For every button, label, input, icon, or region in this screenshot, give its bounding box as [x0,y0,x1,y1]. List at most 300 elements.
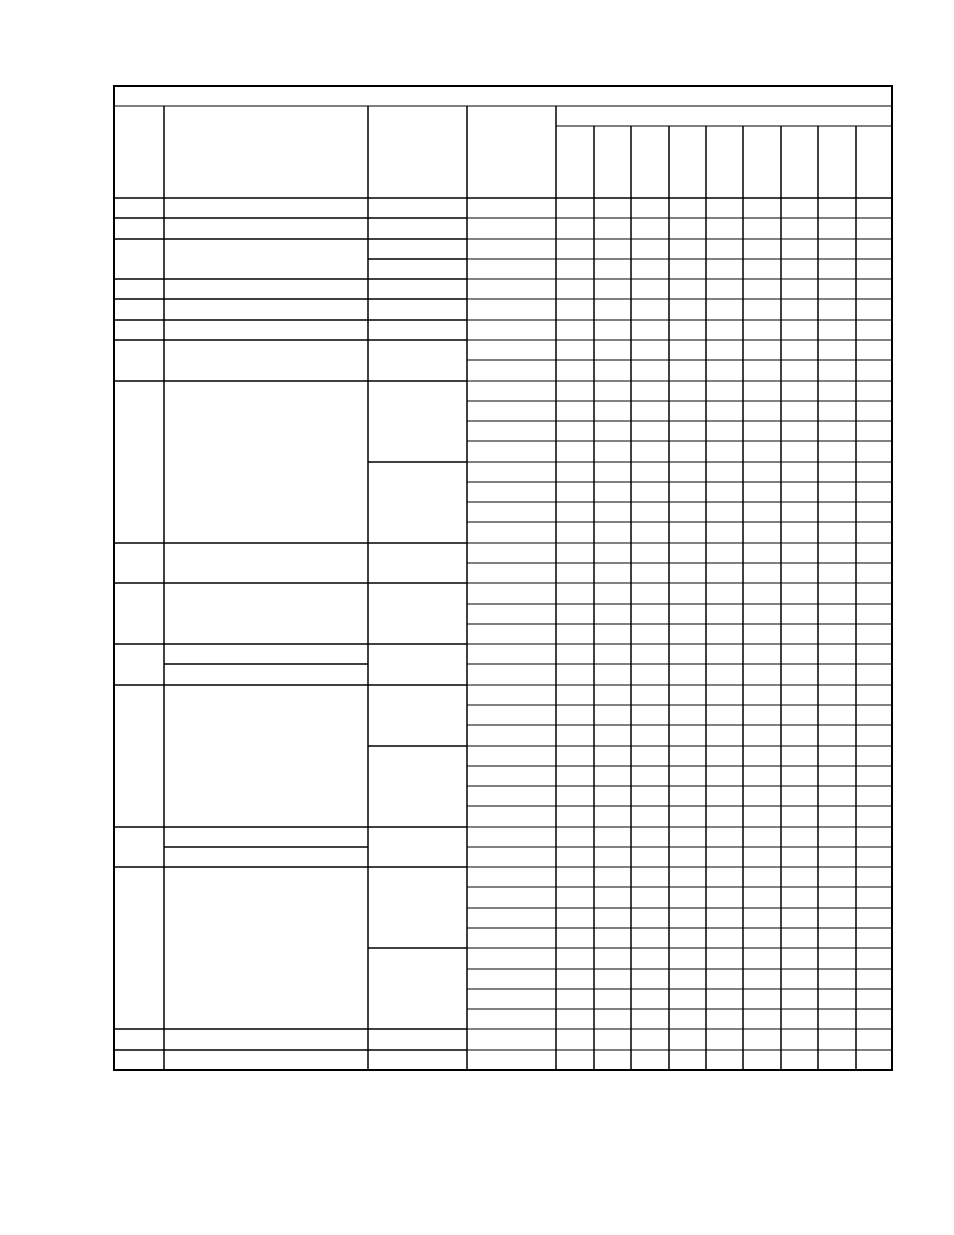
row-value [594,522,631,543]
row-value [669,766,706,786]
row-value [856,664,892,685]
row-no [114,340,164,381]
row-group [368,320,467,340]
row-value [669,847,706,867]
row-value [743,705,781,725]
row-item [164,340,368,381]
row-value [743,360,781,381]
row-value [669,563,706,583]
row-value [594,1050,631,1070]
row-value [706,867,743,887]
row-value [631,928,669,948]
row-value [818,482,856,502]
row-value [669,969,706,989]
row-sub-item [467,887,556,908]
row-value [594,401,631,421]
row-sub-item [467,198,556,218]
row-sub-item [467,989,556,1009]
row-value [818,1029,856,1050]
row-value [594,887,631,908]
row-value [781,421,818,441]
row-sub-item [467,969,556,989]
row-value [743,502,781,522]
row-value [669,320,706,340]
row-value [631,867,669,887]
row-value [594,827,631,847]
row-value [706,766,743,786]
row-value [631,482,669,502]
row-value [594,725,631,746]
row-value [669,989,706,1009]
row-value [818,198,856,218]
row-value [631,1009,669,1029]
row-value [781,806,818,827]
row-value [743,441,781,462]
row-value [743,685,781,705]
header-column [556,126,594,198]
row-value [556,522,594,543]
row-value [594,441,631,462]
row-sub-item [467,583,556,604]
row-value [743,218,781,239]
row-sub-item [467,928,556,948]
row-value [669,725,706,746]
row-value [631,259,669,279]
row-value [669,401,706,421]
row-value [743,644,781,664]
row-sub-item [467,543,556,563]
row-value [781,441,818,462]
row-value [706,502,743,522]
row-value [556,421,594,441]
row-value [631,908,669,928]
row-value [818,644,856,664]
row-value [856,746,892,766]
row-value [818,806,856,827]
row-value [669,928,706,948]
row-value [856,563,892,583]
row-value [743,522,781,543]
row-value [856,1050,892,1070]
row-value [556,664,594,685]
row-value [631,989,669,1009]
row-value [631,543,669,563]
row-value [706,340,743,360]
row-value [743,421,781,441]
row-value [631,624,669,644]
row-value [706,239,743,259]
row-value [631,887,669,908]
row-value [781,1050,818,1070]
row-value [631,948,669,969]
row-value [594,198,631,218]
row-value [818,360,856,381]
row-sub-item [467,482,556,502]
row-value [556,604,594,624]
row-group [368,239,467,259]
row-value [594,685,631,705]
row-value [743,401,781,421]
row-value [818,239,856,259]
row-value [556,928,594,948]
row-value [818,928,856,948]
row-item [164,1050,368,1070]
row-value [631,1029,669,1050]
row-value [556,502,594,522]
row-value [631,522,669,543]
row-value [631,786,669,806]
row-group [368,644,467,685]
row-value [631,644,669,664]
row-value [818,948,856,969]
row-value [743,299,781,320]
row-value [743,279,781,299]
row-value [856,928,892,948]
row-value [781,482,818,502]
row-value [631,340,669,360]
row-value [818,867,856,887]
row-value [743,908,781,928]
row-value [669,340,706,360]
row-value [743,766,781,786]
row-value [556,766,594,786]
row-value [669,218,706,239]
row-value [631,563,669,583]
row-value [818,563,856,583]
row-value [818,786,856,806]
row-value [706,320,743,340]
row-value [818,320,856,340]
row-value [818,908,856,928]
row-sub-item [467,725,556,746]
row-value [556,908,594,928]
row-value [743,969,781,989]
row-sub-item [467,218,556,239]
row-value [631,604,669,624]
row-sub-item [467,1029,556,1050]
row-value [781,563,818,583]
row-group [368,543,467,583]
row-value [818,583,856,604]
row-value [556,887,594,908]
row-value [781,239,818,259]
row-item [164,867,368,1029]
header-column [631,126,669,198]
row-value [743,563,781,583]
row-value [781,320,818,340]
row-no [114,644,164,685]
row-value [856,340,892,360]
row-value [631,299,669,320]
row-value [781,198,818,218]
row-value [556,462,594,482]
row-value [781,522,818,543]
row-value [669,664,706,685]
row-value [556,746,594,766]
row-value [856,522,892,543]
row-no [114,299,164,320]
row-value [706,421,743,441]
row-value [743,806,781,827]
row-value [669,482,706,502]
row-group [368,299,467,320]
row-value [781,299,818,320]
row-group [368,746,467,827]
row-value [856,279,892,299]
row-value [594,746,631,766]
row-item [164,1029,368,1050]
row-value [743,1050,781,1070]
row-value [594,604,631,624]
row-value [856,948,892,969]
row-value [818,1009,856,1029]
header-columns-group [556,106,892,126]
row-value [856,644,892,664]
row-value [856,786,892,806]
row-no [114,381,164,543]
row-value [856,705,892,725]
row-value [781,867,818,887]
row-value [669,746,706,766]
row-sub-item [467,847,556,867]
row-value [818,624,856,644]
row-value [594,644,631,664]
row-sub-item [467,624,556,644]
row-value [556,847,594,867]
row-value [743,786,781,806]
row-value [818,543,856,563]
row-value [856,766,892,786]
row-value [818,705,856,725]
row-value [856,685,892,705]
row-value [631,421,669,441]
row-no [114,218,164,239]
row-value [594,421,631,441]
row-value [856,1029,892,1050]
row-value [781,766,818,786]
row-value [594,989,631,1009]
row-group [368,259,467,279]
row-group [368,867,467,948]
row-value [594,908,631,928]
row-value [856,989,892,1009]
row-value [743,583,781,604]
row-value [856,320,892,340]
row-value [594,563,631,583]
header-column [781,126,818,198]
row-value [706,827,743,847]
row-sub-item [467,502,556,522]
row-sub-item [467,259,556,279]
row-value [669,502,706,522]
row-value [818,664,856,685]
row-sub-item [467,340,556,360]
row-value [669,522,706,543]
row-value [631,360,669,381]
row-value [781,664,818,685]
row-value [631,969,669,989]
row-value [781,360,818,381]
row-value [556,624,594,644]
row-value [818,462,856,482]
row-value [631,806,669,827]
row-value [743,746,781,766]
row-value [706,644,743,664]
header-column [669,126,706,198]
row-value [706,259,743,279]
row-item [164,381,368,543]
row-value [856,543,892,563]
row-value [631,320,669,340]
row-group [368,583,467,644]
row-value [781,259,818,279]
row-value [706,928,743,948]
row-value [818,441,856,462]
row-value [556,482,594,502]
row-value [594,259,631,279]
row-value [556,867,594,887]
row-value [631,239,669,259]
row-value [669,908,706,928]
row-value [594,928,631,948]
row-value [631,198,669,218]
row-value [818,401,856,421]
row-item [164,320,368,340]
row-value [781,746,818,766]
row-sub-item [467,320,556,340]
row-value [706,563,743,583]
row-value [743,948,781,969]
row-value [856,725,892,746]
row-value [743,725,781,746]
row-value [856,827,892,847]
row-value [556,705,594,725]
row-item [164,279,368,299]
row-value [669,604,706,624]
header-column [856,126,892,198]
header-column [706,126,743,198]
row-value [743,1029,781,1050]
row-value [781,827,818,847]
row-value [781,989,818,1009]
row-sub-item [467,279,556,299]
row-value [743,847,781,867]
row-value [743,928,781,948]
row-value [706,381,743,401]
row-group [368,1029,467,1050]
row-value [856,867,892,887]
row-sub-item [467,563,556,583]
row-sub-item [467,746,556,766]
row-value [781,725,818,746]
row-item [164,299,368,320]
row-value [706,664,743,685]
row-item [164,198,368,218]
row-value [556,969,594,989]
row-value [556,786,594,806]
row-value [669,1009,706,1029]
row-value [669,685,706,705]
row-value [781,279,818,299]
row-group [368,340,467,381]
row-value [669,543,706,563]
row-value [856,502,892,522]
row-value [781,1029,818,1050]
row-value [669,583,706,604]
row-value [594,462,631,482]
row-value [594,218,631,239]
row-value [706,583,743,604]
row-value [631,1050,669,1070]
row-sub-item [467,441,556,462]
row-value [556,1050,594,1070]
row-value [856,360,892,381]
row-value [669,624,706,644]
row-value [594,948,631,969]
row-value [631,847,669,867]
row-value [631,827,669,847]
row-value [594,664,631,685]
row-value [781,685,818,705]
row-value [594,340,631,360]
row-item [164,239,368,279]
row-value [706,441,743,462]
row-value [594,320,631,340]
row-group [368,218,467,239]
row-value [743,198,781,218]
row-value [818,827,856,847]
row-value [556,1009,594,1029]
row-value [743,340,781,360]
row-value [669,239,706,259]
row-value [781,583,818,604]
row-value [631,746,669,766]
row-sub-item [467,786,556,806]
row-sub-item [467,867,556,887]
row-value [856,908,892,928]
row-value [706,989,743,1009]
row-value [743,543,781,563]
row-value [669,948,706,969]
row-value [706,522,743,543]
row-value [818,685,856,705]
row-value [818,969,856,989]
row-no [114,198,164,218]
row-value [781,908,818,928]
row-value [594,624,631,644]
row-value [856,583,892,604]
row-value [669,786,706,806]
row-value [781,543,818,563]
row-value [856,299,892,320]
row-value [856,624,892,644]
row-value [631,401,669,421]
row-no [114,685,164,827]
row-value [556,320,594,340]
row-value [856,218,892,239]
row-value [706,198,743,218]
row-value [743,239,781,259]
row-value [706,685,743,705]
row-no [114,239,164,279]
row-value [556,806,594,827]
row-value [743,664,781,685]
row-item [164,847,368,867]
row-group [368,279,467,299]
row-value [706,705,743,725]
row-no [114,583,164,644]
row-value [706,908,743,928]
